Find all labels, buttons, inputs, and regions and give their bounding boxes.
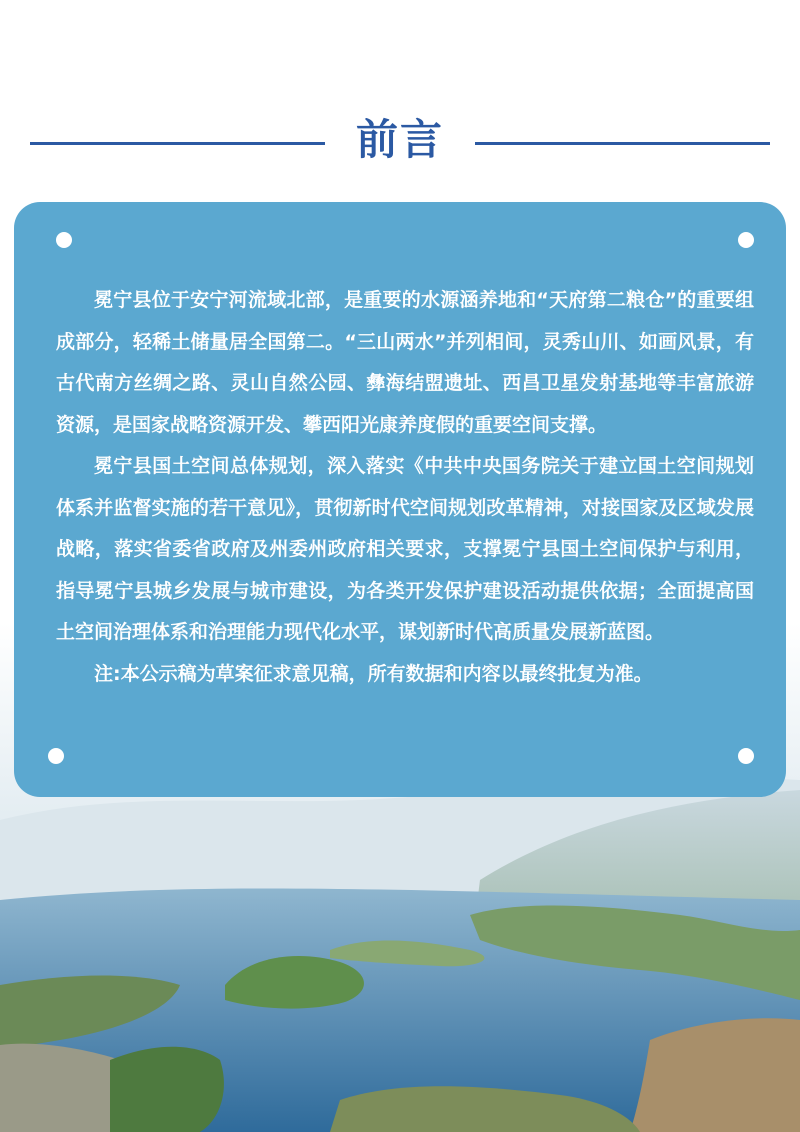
- preface-text: [56, 280, 754, 695]
- paragraph-planning: 冕宁县国土空间总体规划，深入落实《中共中央国务院关于建立国土空间规划体系并监督实施的若干意见》，贯彻新时代空间规划改革精神，对接国家及区域发展战略，落实省委省政府及州委州政府相关要求，支撑冕宁县国土空间保护与利用，指导冕宁县城乡发展与城市建设，为各类开发保护建设活动提供依据；全面提高国土空间治理体系和治理能力现代化水平，谋划新时代高质量发展新蓝图。: [56, 455, 754, 643]
- title-divider-right: [475, 142, 770, 145]
- corner-dot-icon: [48, 748, 64, 764]
- paragraph-overview: 冕宁县位于安宁河流域北部，是重要的水源涵养地和“天府第二粮仓”的重要组成部分，轻稀土储量居全国第二。“三山两水”并列相间，灵秀山川、如画风景，有古代南方丝绸之路、灵山自然公园、彝海结盟遗址、西昌卫星发射基地等丰富旅游资源，是国家战略资源开发、攀西阳光康养度假的重要空间支撑。: [56, 289, 754, 436]
- page-title: 前言: [355, 115, 444, 164]
- corner-dot-icon: [56, 232, 72, 248]
- paragraph-note: 注:本公示稿为草案征求意见稿，所有数据和内容以最终批复为准。: [94, 662, 653, 685]
- corner-dot-icon: [738, 748, 754, 764]
- preface-card: [14, 202, 786, 797]
- title-divider-left: [30, 142, 325, 145]
- title-row: [0, 110, 800, 170]
- corner-dot-icon: [738, 232, 754, 248]
